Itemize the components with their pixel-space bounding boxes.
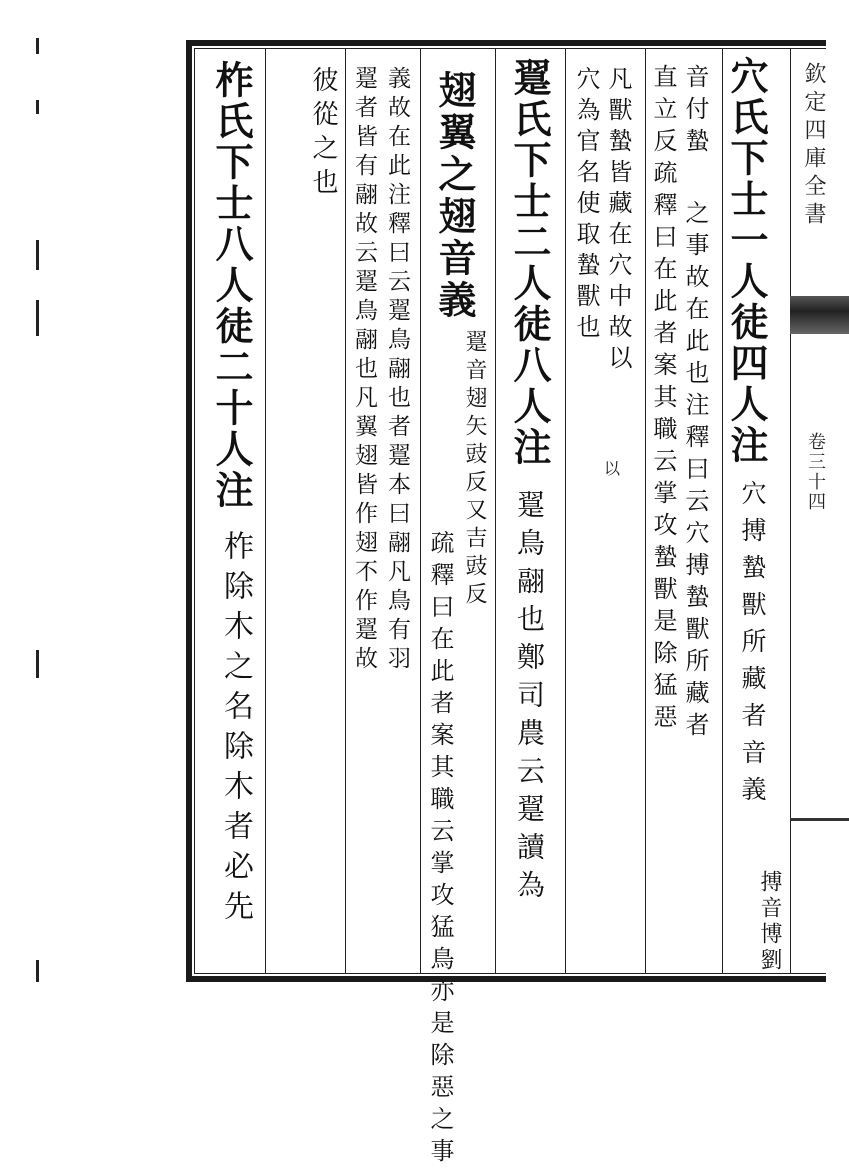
fold-band [790,296,849,334]
commentary-column: 搏音博劉 [757,870,782,974]
scan-edge-mark [36,300,39,336]
scan-edge-mark [36,38,39,54]
scan-edge-mark [36,650,39,678]
column-rule [345,48,346,974]
column-rule [495,48,496,974]
commentary-column: 義故在此注釋曰云翨鳥翮也者翨本曰翮凡鳥有羽 [384,66,410,675]
commentary-column: 翨鳥翮也鄭司農云翨讀為 [513,490,546,908]
fold-rule [790,818,849,821]
column-rule [645,48,646,974]
scan-edge-mark [36,240,39,270]
collection-title: 欽定四庫全書 [801,62,826,230]
commentary-column [683,64,707,160]
commentary-column: 疏釋曰在此者案其職云掌攻猛鳥亦是除惡之事 [426,530,454,1170]
commentary-segment: 音付蟄 [681,64,709,160]
commentary-column: 直立反疏釋曰在此者案其職云掌攻蟄獸是除猛惡 [649,64,677,736]
column-rule [265,48,266,974]
commentary-column: 柞除木之名除木者必先 [218,530,253,930]
margin-annotation: 以 [604,459,621,478]
column-rule [790,48,791,974]
commentary-column: 翨者皆有翮故云翨鳥翮也凡翼翅皆作翅不作翨故 [351,66,377,675]
commentary-column: 彼從之也 [308,66,338,202]
commentary-column: 翨音翅矢豉反又吉豉反 [462,330,487,610]
commentary-column: 穴搏蟄獸所藏者音義 [738,480,767,813]
volume-page-label: 卷三十四 [805,432,826,512]
scan-edge-mark [36,100,39,114]
commentary-column: 凡獸蟄皆藏在穴中故以 [604,66,632,376]
column-rule [565,48,566,974]
column-rule [420,48,421,974]
commentary-column: 穴為官名使取蟄獸也 [572,66,600,345]
column-rule [722,48,723,974]
main-text-column: 翨氏下士二人徒八人注 [507,58,552,468]
scan-edge-mark [36,960,39,982]
main-text-column: 穴氏下士一人徒四人注 [724,56,769,466]
commentary-column: 之事故在此也注釋曰云穴搏蟄獸所藏者 [681,200,709,744]
main-text-column: 翅翼之翅音義 [432,70,477,322]
main-text-column: 柞氏下士八人徒二十人注 [209,60,254,511]
